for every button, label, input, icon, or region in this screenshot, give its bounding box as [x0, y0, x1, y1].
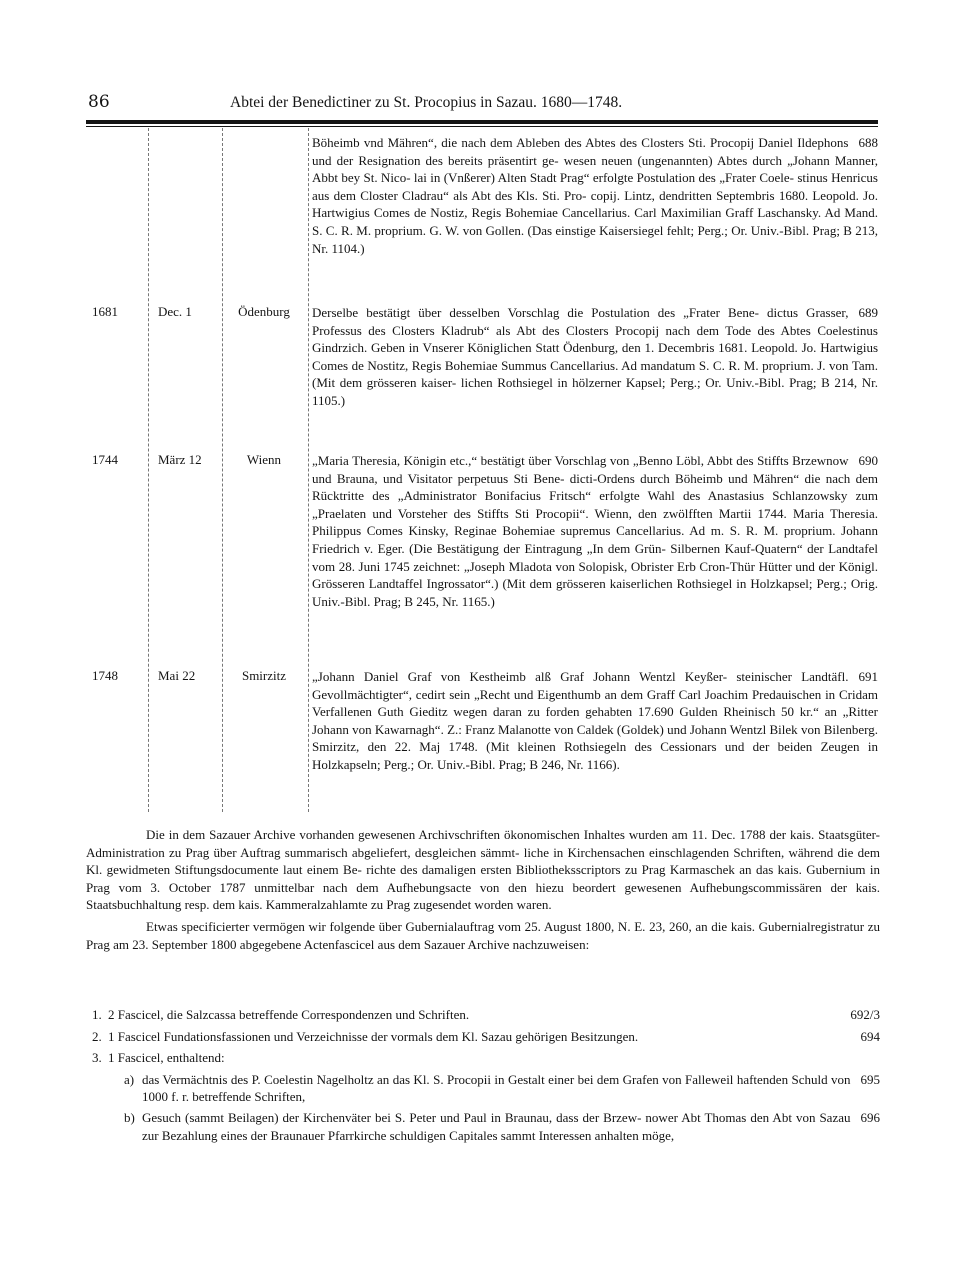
regest-number: 689 [858, 305, 878, 320]
header-rule-thick [86, 120, 878, 124]
regest-place: Wienn [246, 452, 282, 467]
list-item [86, 1006, 880, 1024]
regest-text: 690 „Maria Theresia, Königin etc.,“ bestätigt über Vorschlag von „Benno Löbl, Abbt des Stiffts Brzewnow und Brauna, und Visitator perpetuus Sti Bene- dicti-Ordens durch Böheimb und Mähren“ die nach dem Rücktritte des „Administrator Bonifacius Fritsch“ erfolgte Wahl des Anastasius Schlanzowsky zum „Praelaten und Vorsteher des Stiffts Sti Procopii“. Wienn, den zwölfften Martii 1744. Maria Theresia. Philippus Comes Kinsky, Reginae Bohemiae supremus Cancellarius. Ad m. S. R. M. proprium. Johann Friedrich v. Eger. (Die Bestätigung der Eintragung „In dem Grün- Silbernen Kauf-Quatern“ der Landtafel vom 28. Juni 1745 zeichnet: „Joseph Mladota von Solopisk, Obrister Erb Cron-Thür Hütter und der Königl. Grösseren Landtaffel Ingrossator“.) (Mit dem grösseren kaiserlichen Rothsiegel in Holzkapsel; Perg.; Orig. Univ.-Bibl. Prag; B 245, Nr. 1165.) [312, 453, 878, 609]
sublist-number: 696 [860, 1109, 880, 1125]
regest-text: 688 Böheimb vnd Mähren“, die nach dem Ableben des Abtes des Closters Sti. Procopij Daniel Ildephons und der Resignation des bereits präsentirt ge- wesen neuen (ungenannten) Abtes durch „Johann Manner, Abbt bey St. Nico- lai in (Vnßerer) Alten Stadt Prag“ erfolgte Postulation des „Frater Coele- stinus Henricus aus dem Closter Cladrau“ als Abt des Kls. Sti. Pro- copij. Lintz, dendritten Septembris 1680. Leopold. Jo. Hartwigius Comes de Nostiz, Regis Bohemiae Cancellarius. Carl Maximilian Graff Laschansky. Ad Mand. S. C. R. M. proprium. G. W. von Gollen. (Das einstige Kaisersiegel fehlt; Perg.; Or. Univ.-Bibl. Prag; B 213, Nr. 1104.) [312, 135, 878, 256]
list-text: 2 Fascicel, die Salzcassa betreffende Correspondenzen und Schriften. [108, 1007, 470, 1022]
page-number: 86 [88, 92, 110, 112]
regest-place: Ödenburg [238, 304, 290, 319]
sublist-item [86, 1109, 880, 1144]
sublist-marker: a) [124, 1071, 135, 1087]
list-text: 1 Fascicel, enthaltend: [108, 1050, 225, 1066]
list-text: 1 Fascicel Fundationsfassionen und Verzeichnisse der vormals dem Kl. Sazau gehörigen Besitzungen. [108, 1028, 639, 1044]
page-header [88, 92, 880, 118]
regesta-table [86, 128, 880, 812]
sublist-item [86, 1071, 880, 1106]
regest-year: 1748 [92, 668, 118, 683]
regest-date: März 12 [158, 452, 202, 467]
sublist-number: 695 [860, 1071, 880, 1087]
regest-year: 1744 [92, 452, 118, 467]
list-number: 692/3 [850, 1007, 880, 1022]
regest-year: 1681 [92, 304, 118, 319]
sublist-text: Gesuch (sammt Beilagen) der Kirchenväter bei S. Peter und Paul in Braunau, dass der Brzew- nower Abt Thomas den Abt von Sazau zur Bezahlung eines der Braunauer Pfarrkirche schuldigen Capitales sammt Interessen anhalten möge, [142, 1109, 851, 1143]
list-marker: 3. [92, 1050, 102, 1066]
regest-number: 691 [858, 669, 878, 684]
list-marker: 2. [92, 1028, 102, 1044]
regest-place: Smirzitz [241, 668, 287, 683]
list-marker: 1. [92, 1007, 102, 1022]
sublist-marker: b) [124, 1109, 135, 1125]
prose-paragraph: Etwas specificierter vermögen wir folgende über Gubernialauftrag vom 25. August 1800, N. E. 23, 260, an die kais. Gubernialregistratur zu Prag am 23. September 1800 abgegebene Actenfascicel aus dem Sazauer Archive nachzuweisen: [86, 918, 880, 952]
regest-number: 688 [858, 135, 878, 150]
list-item [86, 1028, 880, 1046]
prose-paragraph: Die in dem Sazauer Archive vorhanden gewesenen Archivschriften ökonomischen Inhaltes wurden am 11. Dec. 1788 der kais. Staatsgüter-Administration zu Prag über Auftrag summarisch abgeliefert, desgleichen sämmt- liche in Kirchensachen einschlagenden Schriften, während die dem Kl. gewidmeten Stiftungsdocumente laut einem Be- richte des damaligen ersten Bibliotheksscriptors zu Prag Karmaschek an das kais. Gubernium in Prag vom 3. October 1787 unmittelbar nach dem Aufhebungsacte von den hiezu beordert gewesenen Aufhebungscommissären der kais. Staatsbuchhaltung resp. dem kais. Kammeralzahlamte zu Prag zugesendet worden waren. [86, 827, 880, 913]
regest-date: Dec. 1 [158, 304, 192, 319]
header-rule-thin [86, 126, 878, 127]
regest-date: Mai 22 [158, 668, 196, 683]
regest-text: 689 Derselbe bestätigt über desselben Vorschlag die Postulation des „Frater Bene- dictus Grasser, Professus des Closters Kladrub“ als Abt des Closters Procopij nach dem Tode des Abtes Coelestinus Gindrzich. Geben in Vnserer Königlichen Statt Ödenburg, den 1. Decembris 1681. Leopold. Jo. Hartwigius Comes de Nostitz, Regis Bohemiae Summus Cancellarius. Ad mandatum S. C. R. M. proprium. J. von Tam. (Mit dem grösseren kaiser- lichen Rothsiegel in hölzerner Kapsel; Perg.; Or. Univ.-Bibl. Prag; B 214, Nr. 1105.) [312, 305, 878, 408]
fascicle-list [86, 1006, 880, 1147]
column-divider-place [308, 128, 309, 812]
regest-text: 691 „Johann Daniel Graf von Kestheimb alß Graf Johann Wentzl Keyßer- steinischer Landtäfl. Gevollmächtigter“, cedirt sein „Recht und Eigenthumb an dem Graff Carl Joachim Predauischen in Cridam Verfallenen Guth Gieditz wegen daran zu forden gehabten 17.690 Gulden Rheinisch 50 kr.“ an „Ritter Johann von Kawarnagh“. Z.: Franz Malanotte von Caldek (Goldek) und Johann Wentzl Bilek von Bilenberg. Smirzitz, den 22. Maj 1748. (Mit kleinen Rothsiegeln des Cessionars und der beiden Zeugen in Holzkapseln; Perg.; Or. Univ.-Bibl. Prag; B 246, Nr. 1166). [312, 669, 878, 772]
list-item [86, 1049, 880, 1067]
prose-section [86, 826, 880, 953]
column-divider-year [148, 128, 149, 812]
sublist-text: das Vermächtnis des P. Coelestin Nagelholtz an das Kl. S. Procopii in Gestalt einer bei dem Grafen von Falleweil haftenden Schuld von 1000 f. r. betreffende Schriften, [142, 1071, 851, 1105]
list-number: 694 [860, 1028, 880, 1044]
running-title: Abtei der Benedictiner zu St. Procopius in Sazau. 1680—1748. [230, 94, 623, 111]
regest-number: 690 [858, 453, 878, 468]
column-divider-date [222, 128, 223, 812]
